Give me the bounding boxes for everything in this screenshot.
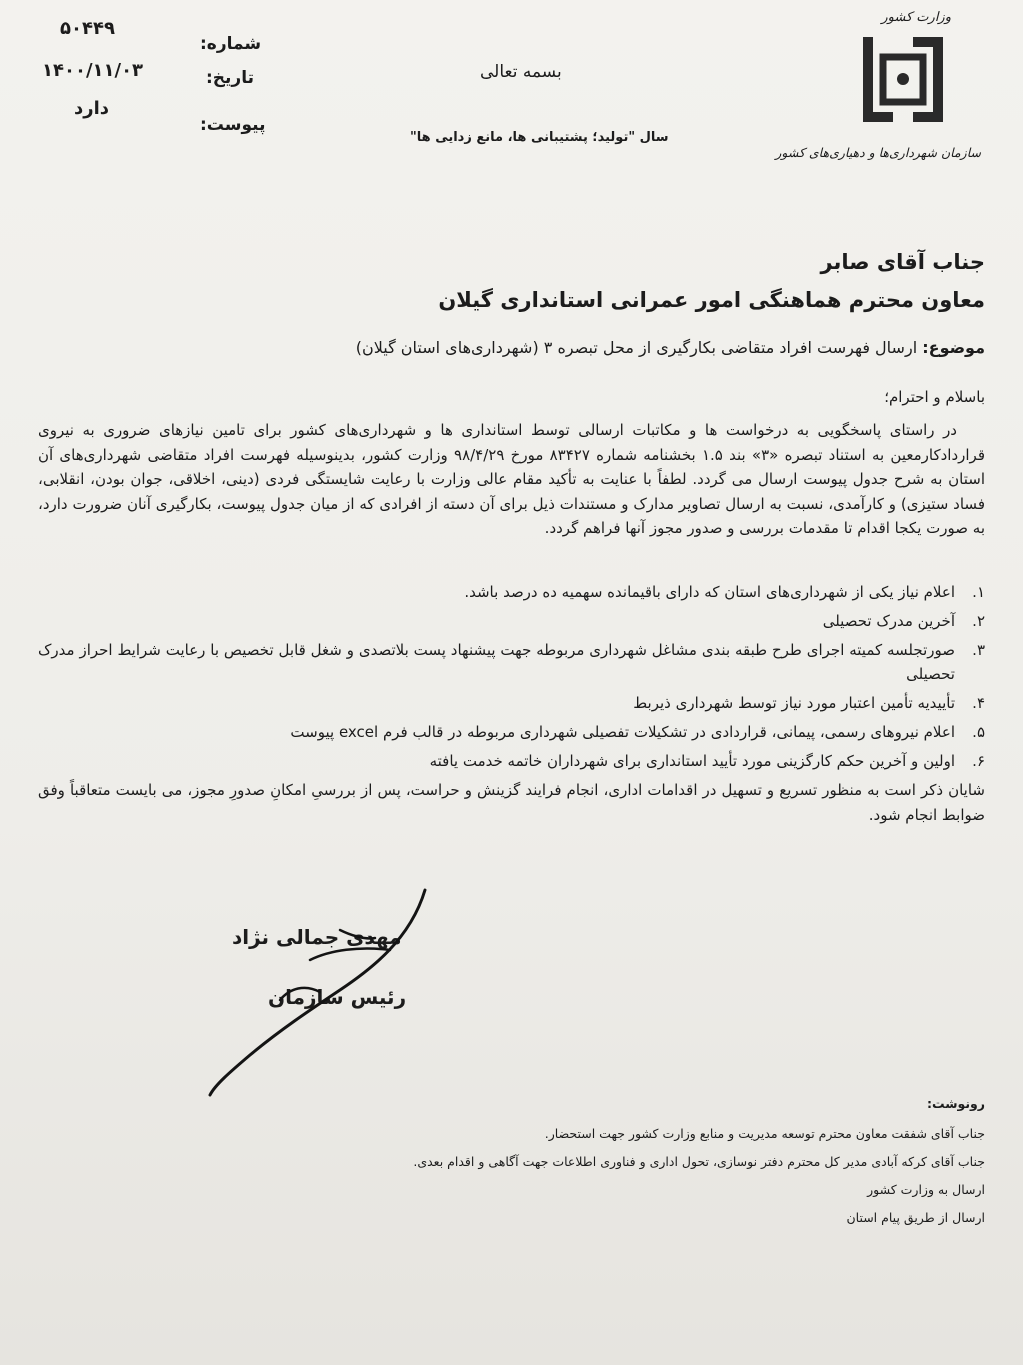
item-number: ۴. bbox=[972, 694, 985, 712]
cc-line: ارسال به وزارت کشور bbox=[867, 1182, 985, 1197]
cc-line: جناب آقای شفقت معاون محترم توسعه مدیریت و منابع وزارت کشور جهت استحضار. bbox=[544, 1126, 985, 1141]
closing-paragraph: شایان ذکر است به منظور تسریع و تسهیل در اقدامات اداری، انجام فرایند گزینش و حراست، پس از بررسیِ امکانِ صدورِ مجوز، می بایست متعاقباً وفق ضوابط انجام شود. bbox=[38, 781, 985, 824]
subject-text: ارسال فهرست افراد متقاضی بکارگیری از محل تبصره ۳ (شهرداری‌های استان گیلان) bbox=[355, 338, 918, 357]
year-slogan: سال "تولید؛ پشتیبانی ها، مانع زدایی ها" bbox=[410, 130, 669, 145]
main-paragraph: در راستای پاسخگویی به درخواست ها و مکاتبات ارسالی توسط استانداری ها و شهرداری‌های کشور برای تامین نیازهای ضروری به نیروی قراردادکارمعین به استناد تبصره «۳» بند ۱.۵ بخشنامه شماره ۸۳۴۲۷ مورخ ۹۸/۴/۲۹ وزارت کشور، بدینوسیله فهرست افراد متقاضی شهرداری‌های آن استان به شرح جدول پیوست ارسال می گردد. لطفاً با عنایت به تأکید مقام عالی وزارت با رعایت شایستگی فردی (دینی، اخلاقی، جوان بودن، انقلابی، فساد ستیزی) و کارآمدی، نسبت به ارسال تصاویر مدارک و مستندات ذیل برای آن دسته از افرادی که از میان جدول پیوست، بکارگیری آنان ضرورت دارد، به صورت یکجا اقدام تا مقدمات بررسی و صدور مجوز آنها فراهم گردد. bbox=[38, 421, 985, 537]
subject-label: موضوع: bbox=[922, 338, 985, 357]
date-label: تاریخ: bbox=[206, 68, 254, 88]
attachment-label: پیوست: bbox=[200, 115, 266, 135]
item-number: ۳. bbox=[972, 641, 985, 659]
list-item bbox=[38, 609, 985, 633]
item-text: اعلام نیاز یکی از شهرداری‌های استان که دارای باقیمانده سهمیه ده درصد باشد. bbox=[464, 583, 955, 601]
basmala: بسمه تعالی bbox=[480, 62, 562, 82]
cc-block bbox=[285, 1095, 985, 1227]
number-value: ۵۰۴۴۹ bbox=[60, 18, 115, 39]
recipient-title: معاون محترم هماهنگی امور عمرانی استانداری گیلان bbox=[438, 288, 985, 312]
cc-line: جناب آقای کرکه آبادی مدیر کل محترم دفتر نوسازی، تحول اداری و فناوری اطلاعات جهت آگاهی و اقدام بعدی. bbox=[413, 1154, 985, 1169]
handwritten-signature bbox=[190, 880, 450, 1100]
item-text: اعلام نیروهای رسمی، پیمانی، قراردادی در تشکیلات تفصیلی شهرداری مربوطه در قالب فرم excel پیوست bbox=[290, 723, 955, 741]
ministry-logo bbox=[775, 10, 981, 175]
date-value: ۱۴۰۰/۱۱/۰۳ bbox=[42, 60, 144, 81]
cc-line: ارسال از طریق پیام استان bbox=[846, 1210, 985, 1225]
greeting: باسلام و احترام؛ bbox=[884, 388, 985, 406]
ministry-name: وزارت کشور bbox=[881, 10, 951, 25]
list-item bbox=[38, 580, 985, 604]
item-number: ۵. bbox=[972, 723, 985, 741]
subject-line bbox=[356, 338, 985, 357]
list-item bbox=[38, 720, 985, 744]
attachment-value: دارد bbox=[74, 98, 110, 119]
list-item bbox=[38, 691, 985, 715]
list-item bbox=[38, 749, 985, 773]
number-label: شماره: bbox=[200, 34, 262, 54]
emblem-icon bbox=[853, 32, 953, 127]
item-text: آخرین مدرک تحصیلی bbox=[822, 612, 955, 630]
item-text: صورتجلسه کمیته اجرای طرح طبقه بندی مشاغل شهرداری مربوطه جهت پیشنهاد پست بلاتصدی و شغل قابل تخصیص با رعایت شرایط احراز مدرک تحصیلی bbox=[38, 641, 955, 683]
item-number: ۱. bbox=[972, 583, 985, 601]
item-text: تأییدیه تأمین اعتبار مورد نیاز توسط شهرداری ذیربط bbox=[633, 694, 955, 712]
organization-name: سازمان شهرداری‌ها و دهیاری‌های کشور bbox=[775, 145, 981, 160]
item-number: ۲. bbox=[972, 612, 985, 630]
requirements-list bbox=[38, 580, 985, 827]
list-item bbox=[38, 638, 985, 686]
cc-label: رونوشت: bbox=[926, 1096, 985, 1111]
recipient-name: جناب آقای صابر bbox=[820, 250, 985, 274]
signer-name: مهدی جمالی نژاد bbox=[232, 925, 402, 949]
signer-role: رئیس سازمان bbox=[268, 985, 407, 1009]
item-text: اولین و آخرین حکم کارگزینی مورد تأیید استانداری برای شهرداران خاتمه خدمت یافته bbox=[429, 752, 955, 770]
item-number: ۶. bbox=[972, 752, 985, 770]
